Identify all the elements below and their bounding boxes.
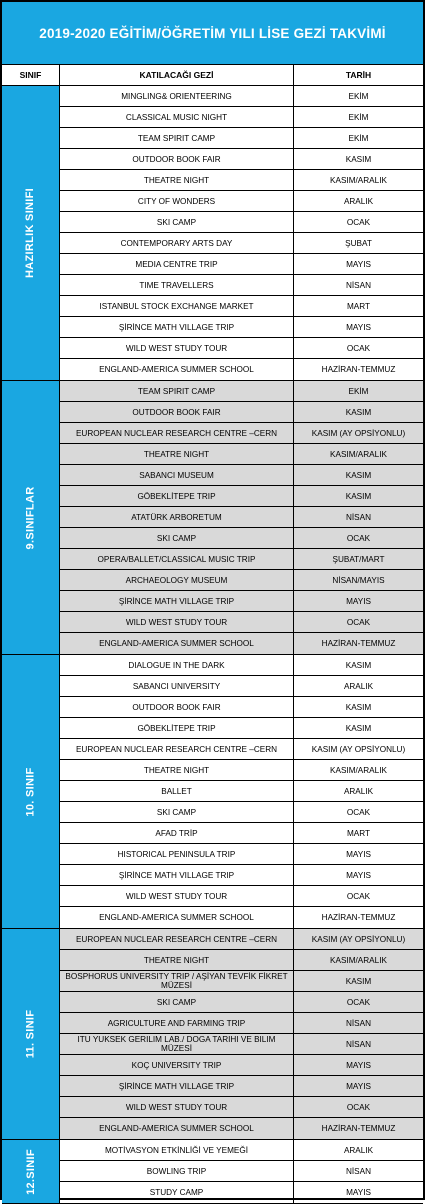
trip-name: TEAM SPIRIT CAMP — [60, 381, 294, 401]
table-row — [60, 886, 423, 907]
trip-name: SKI CAMP — [60, 528, 294, 548]
trip-rows — [60, 1140, 423, 1203]
trip-name: MOTİVASYON ETKİNLİĞİ VE YEMEĞİ — [60, 1140, 294, 1160]
trip-name: TIME TRAVELLERS — [60, 275, 294, 295]
grade-group — [2, 929, 423, 1140]
trip-date: KASIM (AY OPSİYONLU) — [311, 934, 406, 944]
trip-name: THEATRE NIGHT — [60, 170, 294, 190]
table-row — [60, 107, 423, 128]
table-row — [60, 1034, 423, 1055]
trip-name: AFAD TRİP — [60, 823, 294, 843]
table-row — [60, 528, 423, 549]
trip-name: AGRICULTURE AND FARMING TRIP — [60, 1013, 294, 1033]
table-row — [60, 760, 423, 781]
trip-date: HAZİRAN-TEMMUZ — [321, 639, 396, 648]
trip-date: KASIM/ARALIK — [330, 765, 387, 775]
trip-name: BALLET — [60, 781, 294, 801]
trip-rows — [60, 655, 423, 928]
trip-date: KASIM — [345, 723, 372, 733]
table-row — [60, 296, 423, 317]
trip-date: EKİM — [348, 386, 369, 396]
trip-name: STUDY CAMP — [60, 1182, 294, 1203]
trip-date: ARALIK — [343, 1145, 374, 1155]
table-row — [60, 507, 423, 528]
table-body — [2, 86, 423, 1204]
table-row — [60, 212, 423, 233]
table-row — [60, 486, 423, 507]
trip-name: ITU YUKSEK GERILIM LAB./ DOGA TARIHI VE BILIM MÜZESİ — [60, 1034, 294, 1054]
table-row — [60, 191, 423, 212]
table-row — [60, 633, 423, 654]
grade-label-text: 10. SINIF — [24, 766, 37, 817]
trip-date: KASIM — [345, 154, 372, 164]
trip-name: ŞİRİNCE MATH VILLAGE TRIP — [60, 317, 294, 337]
trip-date: MAYIS — [346, 870, 371, 880]
grade-label — [2, 929, 60, 1139]
trip-date: MAYIS — [346, 322, 371, 332]
table-row — [60, 950, 423, 971]
trip-date: NİSAN — [345, 1166, 372, 1176]
table-row — [60, 591, 423, 612]
table-row — [60, 844, 423, 865]
table-row — [60, 444, 423, 465]
trip-date: NİSAN — [345, 1039, 372, 1049]
trip-name: BOWLING TRIP — [60, 1161, 294, 1181]
grade-group — [2, 381, 423, 655]
table-row — [60, 929, 423, 950]
trip-name: THEATRE NIGHT — [60, 760, 294, 780]
trip-name: OUTDOOR BOOK FAIR — [60, 149, 294, 169]
trip-date: ARALIK — [343, 196, 374, 206]
trip-name: ISTANBUL STOCK EXCHANGE MARKET — [60, 296, 294, 316]
trip-date: MAYIS — [346, 1060, 371, 1070]
trip-date: OCAK — [346, 1102, 371, 1112]
trip-name: SABANCI MUSEUM — [60, 465, 294, 485]
table-row — [60, 1055, 423, 1076]
trip-name: THEATRE NIGHT — [60, 950, 294, 970]
trip-name: ŞİRİNCE MATH VILLAGE TRIP — [60, 865, 294, 885]
trip-date: MAYIS — [346, 849, 371, 859]
trip-date: EKİM — [348, 133, 369, 143]
trip-name: OUTDOOR BOOK FAIR — [60, 697, 294, 717]
trip-date: EKİM — [348, 112, 369, 122]
trip-name: WILD WEST STUDY TOUR — [60, 1097, 294, 1117]
table-header — [2, 65, 423, 86]
table-row — [60, 907, 423, 928]
trip-date: ŞUBAT/MART — [332, 554, 385, 564]
trip-name: TEAM SPIRIT CAMP — [60, 128, 294, 148]
trip-date: KASIM (AY OPSİYONLU) — [311, 428, 406, 438]
table-row — [60, 1118, 423, 1139]
header-trip: KATILACAĞI GEZİ — [60, 65, 294, 85]
trip-name: ŞİRİNCE MATH VILLAGE TRIP — [60, 1076, 294, 1096]
trip-name: MINGLING& ORIENTEERING — [60, 86, 294, 106]
grade-label — [2, 1140, 60, 1203]
trip-name: SKI CAMP — [60, 802, 294, 822]
trip-name: ENGLAND-AMERICA SUMMER SCHOOL — [60, 1118, 294, 1139]
table-row — [60, 865, 423, 886]
trip-name: DIALOGUE IN THE DARK — [60, 655, 294, 675]
grade-label-text: HAZIRLIK SINIFI — [24, 187, 37, 279]
trip-name: CITY OF WONDERS — [60, 191, 294, 211]
table-row — [60, 676, 423, 697]
trip-date: KASIM/ARALIK — [330, 449, 387, 459]
table-row — [60, 317, 423, 338]
trip-name: WILD WEST STUDY TOUR — [60, 338, 294, 358]
trip-name: CONTEMPORARY ARTS DAY — [60, 233, 294, 253]
trip-name: KOÇ UNIVERSITY TRIP — [60, 1055, 294, 1075]
table-row — [60, 1076, 423, 1097]
table-row — [60, 1097, 423, 1118]
grade-label — [2, 381, 60, 654]
trip-date: HAZİRAN-TEMMUZ — [321, 1124, 396, 1133]
trip-name: HISTORICAL PENINSULA TRIP — [60, 844, 294, 864]
trip-name: EUROPEAN NUCLEAR RESEARCH CENTRE –CERN — [60, 423, 294, 443]
trip-name: OPERA/BALLET/CLASSICAL MUSIC TRIP — [60, 549, 294, 569]
trip-name: BOSPHORUS UNIVERSITY TRIP / AŞİYAN TEVFİK FİKRET MÜZESİ — [60, 971, 294, 991]
grade-label — [2, 655, 60, 928]
trip-date: NİSAN — [345, 1018, 372, 1028]
table-row — [60, 570, 423, 591]
trip-name: CLASSICAL MUSIC NIGHT — [60, 107, 294, 127]
table-row — [60, 1140, 423, 1161]
trip-name: ŞİRİNCE MATH VILLAGE TRIP — [60, 591, 294, 611]
page-title: 2019-2020 EĞİTİM/ÖĞRETİM YILI LİSE GEZİ TAKVİMİ — [2, 2, 423, 65]
trip-date: OCAK — [346, 343, 371, 353]
table-row — [60, 781, 423, 802]
table-row — [60, 992, 423, 1013]
trip-date: EKİM — [348, 91, 369, 101]
trip-name: MEDIA CENTRE TRIP — [60, 254, 294, 274]
table-row — [60, 1013, 423, 1034]
grade-label-text: 9.SINIFLAR — [24, 486, 37, 549]
trip-date: KASIM/ARALIK — [330, 955, 387, 965]
trip-rows — [60, 929, 423, 1139]
trip-date: KASIM — [345, 470, 372, 480]
grade-group — [2, 655, 423, 929]
trip-date: KASIM — [345, 407, 372, 417]
header-date: TARİH — [345, 70, 372, 80]
table-row — [60, 275, 423, 296]
trip-date: MART — [346, 301, 371, 311]
table-row — [60, 739, 423, 760]
trip-name: ARCHAEOLOGY MUSEUM — [60, 570, 294, 590]
trip-name: ENGLAND-AMERICA SUMMER SCHOOL — [60, 359, 294, 380]
table-row — [60, 802, 423, 823]
trip-date: KASIM — [345, 491, 372, 501]
table-row — [60, 402, 423, 423]
table-row — [60, 823, 423, 844]
trip-name: GÖBEKLİTEPE TRIP — [60, 486, 294, 506]
table-row — [60, 718, 423, 739]
trip-name: ENGLAND-AMERICA SUMMER SCHOOL — [60, 633, 294, 654]
trip-date: MAYIS — [346, 1188, 371, 1197]
grade-label-text: 12.SINIF — [24, 1148, 37, 1195]
trip-name: ENGLAND-AMERICA SUMMER SCHOOL — [60, 907, 294, 928]
trip-date: MAYIS — [346, 596, 371, 606]
trip-name: OUTDOOR BOOK FAIR — [60, 402, 294, 422]
trip-date: MAYIS — [346, 1081, 371, 1091]
header-grade: SINIF — [2, 65, 60, 85]
trip-date: ŞUBAT — [345, 238, 372, 248]
table-row — [60, 338, 423, 359]
trip-date: KASIM — [345, 702, 372, 712]
trip-date: KASIM (AY OPSİYONLU) — [311, 744, 406, 754]
table-row — [60, 612, 423, 633]
table-row — [60, 381, 423, 402]
trip-date: NİSAN — [345, 512, 372, 522]
table-row — [60, 128, 423, 149]
trip-date: MAYIS — [346, 259, 371, 269]
table-row — [60, 465, 423, 486]
grade-label-text: 11. SINIF — [24, 1009, 37, 1059]
trip-date: OCAK — [346, 533, 371, 543]
table-row — [60, 170, 423, 191]
trip-date: MART — [346, 828, 371, 838]
trip-date: HAZİRAN-TEMMUZ — [321, 365, 396, 374]
grade-group — [2, 1140, 423, 1204]
trip-date: OCAK — [346, 217, 371, 227]
grade-label — [2, 86, 60, 380]
table-row — [60, 655, 423, 676]
trip-date: ARALIK — [343, 786, 374, 796]
trip-date: HAZİRAN-TEMMUZ — [321, 913, 396, 922]
trip-name: WILD WEST STUDY TOUR — [60, 886, 294, 906]
trip-name: SABANCI UNIVERSITY — [60, 676, 294, 696]
trip-date: NİSAN/MAYIS — [332, 575, 385, 585]
table-row — [60, 233, 423, 254]
trip-date: OCAK — [346, 807, 371, 817]
trip-date: KASIM — [345, 660, 372, 670]
trip-name: WILD WEST STUDY TOUR — [60, 612, 294, 632]
trip-date: OCAK — [346, 617, 371, 627]
trip-date: KASIM/ARALIK — [330, 175, 387, 185]
table-row — [60, 86, 423, 107]
trip-date: OCAK — [346, 997, 371, 1007]
table-row — [60, 254, 423, 275]
table-row — [60, 549, 423, 570]
trip-rows — [60, 381, 423, 654]
table-row — [60, 149, 423, 170]
table-row — [60, 423, 423, 444]
table-row — [60, 971, 423, 992]
table-row — [60, 1161, 423, 1182]
trip-name: EUROPEAN NUCLEAR RESEARCH CENTRE –CERN — [60, 929, 294, 949]
trip-name: EUROPEAN NUCLEAR RESEARCH CENTRE –CERN — [60, 739, 294, 759]
trip-date: ARALIK — [343, 681, 374, 691]
table-row — [60, 359, 423, 380]
trip-date: KASIM — [345, 976, 372, 986]
trip-rows — [60, 86, 423, 380]
trip-name: ATATÜRK ARBORETUM — [60, 507, 294, 527]
grade-group — [2, 86, 423, 381]
trip-name: SKI CAMP — [60, 992, 294, 1012]
trip-name: SKI CAMP — [60, 212, 294, 232]
trip-name: GÖBEKLİTEPE TRIP — [60, 718, 294, 738]
trip-date: NİSAN — [345, 280, 372, 290]
trip-date: OCAK — [346, 891, 371, 901]
trip-name: THEATRE NIGHT — [60, 444, 294, 464]
table-row — [60, 697, 423, 718]
